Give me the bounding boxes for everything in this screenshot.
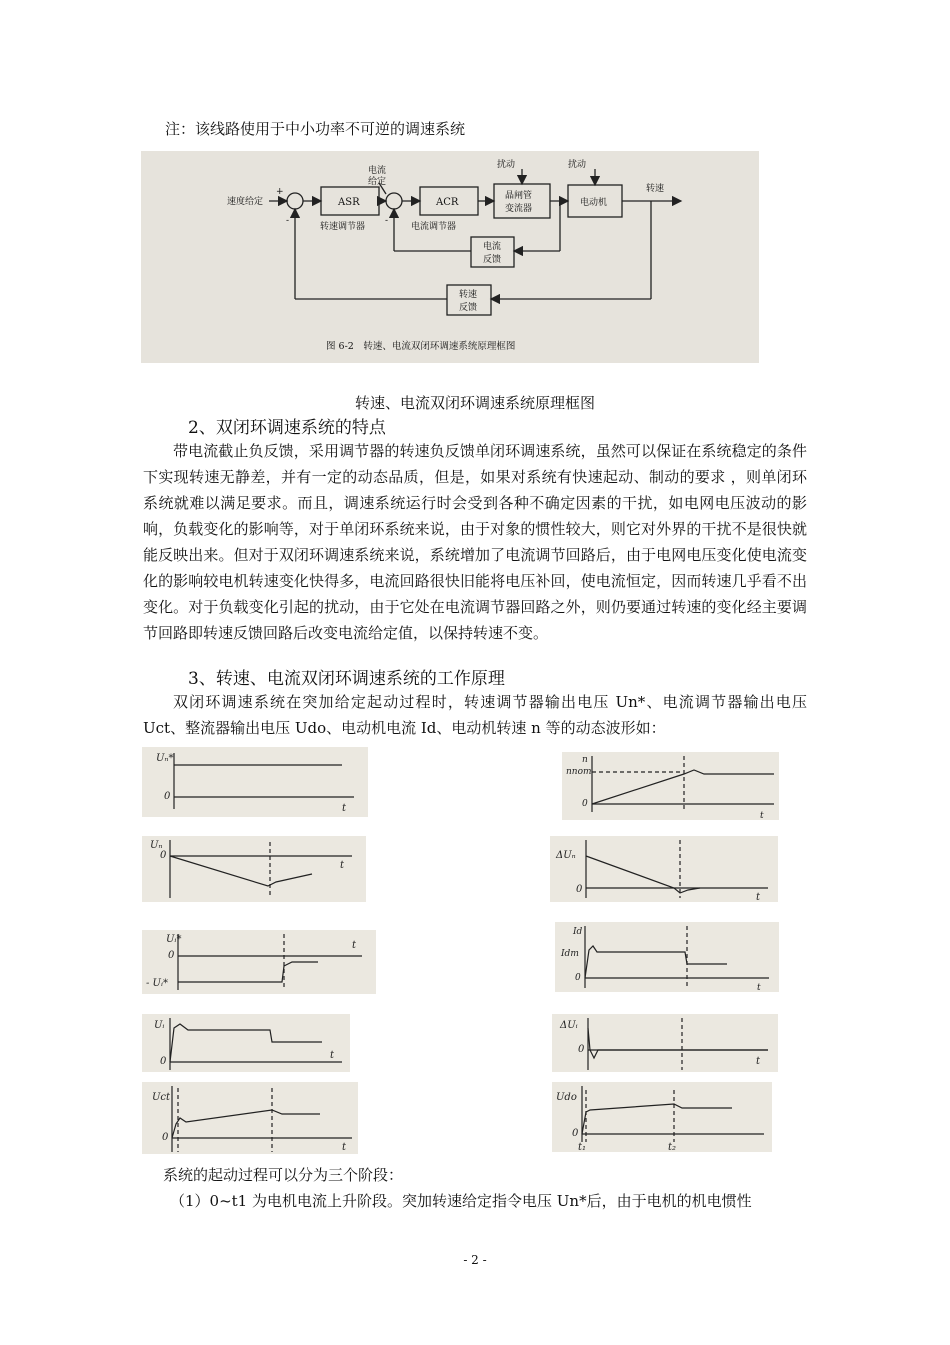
svg-text:0: 0 — [160, 850, 167, 861]
label-spd-fb-1: 转速 — [459, 290, 478, 300]
section3-paragraph: 双闭环调速系统在突加给定起动过程时，转速调节器输出电压 Un*、电流调节器输出电压 Uct、整流器输出电压 Udo、电动机电流 Id、电动机转速 n 等的动态波形如： — [143, 693, 807, 737]
svg-text:t: t — [342, 803, 347, 814]
figure-caption: 图 6-2 转速、电流双闭环调速系统原理框图 — [326, 341, 516, 352]
waveform-ui — [142, 1014, 350, 1072]
svg-text:t: t — [342, 1142, 347, 1153]
svg-text:t: t — [352, 940, 357, 951]
waveform-un-star — [142, 747, 368, 817]
section3-body — [143, 689, 807, 741]
waveform-id — [555, 922, 779, 992]
svg-text:Uct: Uct — [152, 1092, 171, 1103]
svg-text:t: t — [330, 1050, 335, 1061]
svg-text:t: t — [340, 860, 345, 871]
svg-text:t₁: t₁ — [578, 1142, 587, 1152]
section2-paragraph: 带电流截止负反馈，采用调节器的转速负反馈单闭环调速系统，虽然可以保证在系统稳定的条件下实现转速无静差，并有一定的动态品质，但是，如果对系统有快速起动、制动的要求 ，则单闭环系统就难以满足要求。而且，调速系统运行时会受到各种不确定因素的干扰，如电网电压波动的影响，负载变化的影响等，对于单闭环系统来说，由于对象的惯性较大，则它对外界的干扰不是很快就能反映出来。但对于双闭环调速系统来说，系统增加了电流调节回路后，由于电网电压变化使电流变化的影响较电机转速变化快得多，电流回路很快旧能将电压补回，使电流恒定，因而转速几乎看不出变化。对于负载变化引起的扰动，由于它处在电流调节器回路之外，则仍要通过转速的变化经主要调节回路即转速反馈回路后改变电流给定值，以保持转速不变。 — [143, 442, 807, 642]
block-diagram-figure — [141, 151, 759, 363]
svg-text:0: 0 — [576, 884, 583, 895]
svg-text:t: t — [757, 983, 761, 992]
svg-text:ΔUᵢ: ΔUᵢ — [560, 1020, 578, 1031]
label-cur-fb-1: 电流 — [483, 242, 502, 252]
stages-intro: 系统的起动过程可以分为三个阶段： — [163, 1166, 404, 1184]
waveform-delta-un — [550, 836, 778, 902]
svg-text:0: 0 — [582, 799, 588, 809]
svg-text:t₂: t₂ — [668, 1142, 677, 1152]
svg-text:t: t — [756, 1056, 761, 1067]
svg-text:t: t — [756, 892, 761, 902]
label-disturb-2: 扰动 — [568, 160, 587, 170]
svg-text:t: t — [760, 811, 764, 820]
label-acr-name: 电流调节器 — [411, 222, 457, 232]
svg-text:- Uᵢ*: - Uᵢ* — [146, 978, 168, 989]
svg-text:Uᵢ: Uᵢ — [154, 1020, 165, 1031]
svg-text:0: 0 — [162, 1132, 169, 1143]
section2-body — [143, 438, 807, 646]
label-acr: ACR — [436, 197, 459, 208]
svg-text:0: 0 — [160, 1056, 167, 1067]
section3-title: 3、转速、电流双闭环调速系统的工作原理 — [188, 669, 505, 689]
label-speed-out: 转速 — [646, 184, 665, 194]
svg-text:Udo: Udo — [556, 1092, 577, 1103]
svg-text:Idm: Idm — [561, 949, 579, 959]
stage1-text: （1）0~t1 为电机电流上升阶段。突加转速给定指令电压 Un*后，由于电机的机电惯性 — [170, 1192, 752, 1210]
svg-text:Uᵢ*: Uᵢ* — [166, 934, 182, 945]
label-plus: + — [276, 187, 284, 197]
label-spd-fb-2: 反馈 — [459, 303, 478, 313]
label-cur-fb-2: 反馈 — [483, 255, 502, 265]
svg-text:0: 0 — [164, 791, 171, 802]
label-speed-ref: 速度给定 — [227, 197, 264, 207]
label-asr: ASR — [338, 197, 360, 208]
label-minus-2: - — [385, 216, 389, 226]
label-asr-name: 转速调节器 — [320, 222, 366, 232]
label-thyristor-2: 变流器 — [505, 204, 533, 214]
waveform-udo — [552, 1082, 772, 1152]
block-diagram — [141, 151, 759, 363]
svg-text:n: n — [582, 755, 588, 765]
svg-text:0: 0 — [575, 973, 581, 983]
page-number: - 2 - — [463, 1253, 487, 1267]
waveform-ui-star — [142, 930, 376, 994]
label-minus-1: - — [286, 216, 290, 226]
svg-text:0: 0 — [572, 1128, 579, 1139]
label-current-ref-1: 电流 — [368, 166, 387, 176]
svg-text:Id: Id — [573, 927, 583, 937]
figure-title: 转速、电流双闭环调速系统原理框图 — [354, 394, 595, 412]
svg-text:Uₙ: Uₙ — [150, 840, 163, 851]
waveform-un — [142, 836, 366, 902]
waveform-uct — [142, 1082, 358, 1154]
label-disturb-1: 扰动 — [497, 160, 516, 170]
svg-text:nnom: nnom — [566, 767, 592, 777]
waveform-delta-ui — [552, 1014, 778, 1072]
svg-text:Uₙ*: Uₙ* — [156, 753, 174, 764]
section2-title: 2、双闭环调速系统的特点 — [188, 418, 386, 438]
label-motor: 电动机 — [580, 198, 608, 208]
svg-text:ΔUₙ: ΔUₙ — [556, 850, 576, 861]
svg-text:0: 0 — [578, 1044, 585, 1055]
waveform-n — [562, 752, 779, 820]
label-thyristor-1: 晶闸管 — [505, 191, 533, 201]
svg-text:0: 0 — [168, 950, 175, 961]
note-text: 注：该线路使用于中小功率不可逆的调速系统 — [165, 120, 466, 138]
label-current-ref-2: 给定 — [368, 177, 387, 187]
